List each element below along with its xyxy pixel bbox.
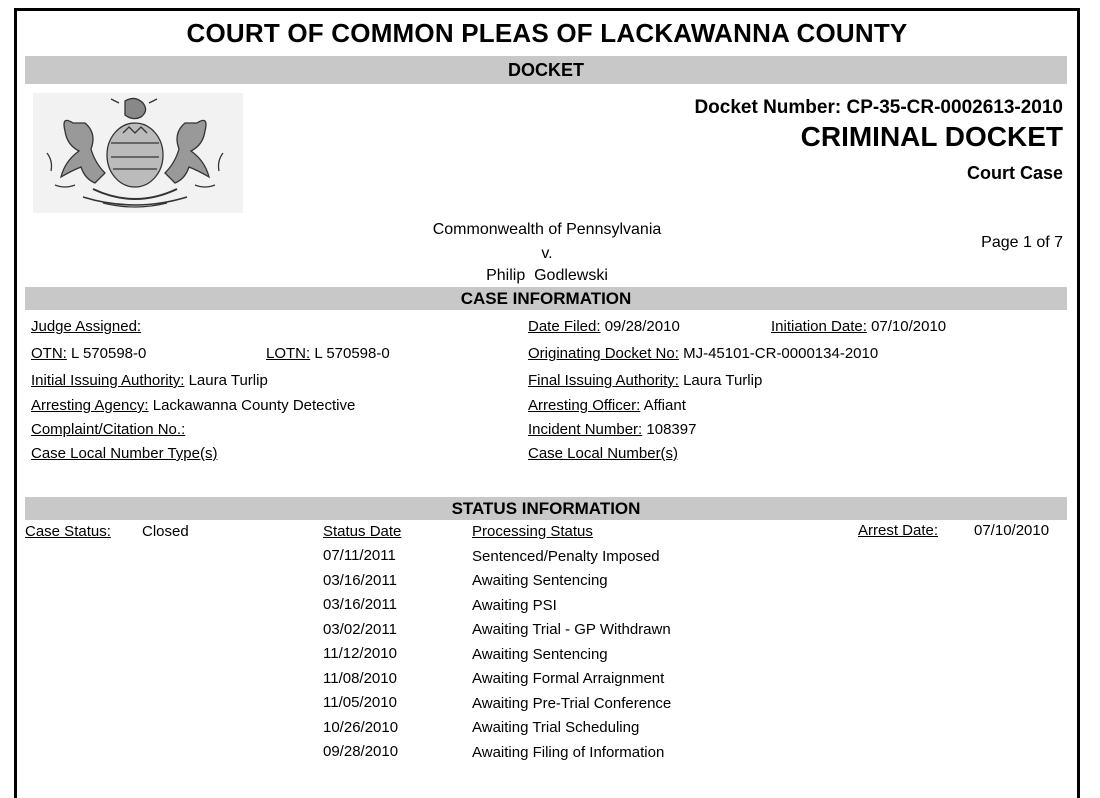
defendant: Philip Godlewski — [486, 267, 608, 284]
status-row-status: Sentenced/Penalty Imposed — [472, 548, 660, 565]
case-local-number-type-label: Case Local Number Type(s) — [31, 445, 218, 462]
docket-type: CRIMINAL DOCKET — [800, 121, 1063, 152]
page-indicator: Page 1 of 7 — [981, 234, 1063, 251]
versus-label: v. — [541, 245, 553, 262]
initial-issuing-authority-label: Initial Issuing Authority: — [31, 372, 185, 389]
status-row-status: Awaiting Trial Scheduling — [472, 719, 640, 736]
court-title: COURT OF COMMON PLEAS OF LACKAWANNA COUNTY — [186, 18, 908, 48]
originating-docket-label: Originating Docket No: — [528, 345, 679, 362]
status-row-status: Awaiting PSI — [472, 597, 557, 614]
status-row-status: Awaiting Filing of Information — [472, 744, 665, 761]
case-status-value: Closed — [142, 523, 189, 540]
status-row-status: Awaiting Sentencing — [472, 572, 608, 589]
otn-value: L 570598-0 — [71, 345, 147, 362]
status-row-status: Awaiting Formal Arraignment — [472, 670, 665, 687]
status-row-status: Awaiting Pre-Trial Conference — [472, 695, 672, 712]
status-row-status: Awaiting Trial - GP Withdrawn — [472, 621, 671, 638]
status-row-date: 10/26/2010 — [323, 719, 399, 736]
initiation-date-value: 07/10/2010 — [871, 318, 947, 335]
status-row-date: 03/16/2011 — [323, 572, 397, 589]
initial-issuing-authority-value: Laura Turlip — [188, 372, 268, 389]
arresting-officer-field — [528, 397, 686, 414]
status-row-date: 11/12/2010 — [323, 645, 397, 662]
initial-issuing-authority-field — [31, 372, 268, 389]
status-information-header: STATUS INFORMATION — [25, 497, 1067, 520]
arresting-agency-label: Arresting Agency: — [31, 397, 149, 414]
arresting-officer-value: Affiant — [643, 397, 686, 414]
case-local-number-label: Case Local Number(s) — [528, 445, 679, 462]
arresting-officer-label: Arresting Officer: — [528, 397, 641, 414]
final-issuing-authority-field — [528, 372, 762, 389]
initiation-date-field — [771, 318, 946, 335]
incident-number-field — [528, 421, 696, 438]
status-date-header: Status Date — [323, 523, 402, 540]
lotn-value: L 570598-0 — [314, 345, 390, 362]
judge-assigned-field — [31, 318, 141, 335]
plaintiff: Commonwealth of Pennsylvania — [432, 221, 662, 238]
incident-number-label: Incident Number: — [528, 421, 643, 438]
initiation-date-label: Initiation Date: — [771, 318, 867, 335]
date-filed-label: Date Filed: — [528, 318, 601, 335]
status-row-date: 11/08/2010 — [323, 670, 397, 687]
status-row-date: 03/02/2011 — [323, 621, 397, 638]
pennsylvania-seal-icon — [33, 93, 243, 213]
case-local-number-type-field — [31, 445, 217, 462]
status-row-status: Awaiting Sentencing — [472, 646, 608, 663]
final-issuing-authority-label: Final Issuing Authority: — [528, 372, 679, 389]
originating-docket-field — [528, 345, 878, 362]
final-issuing-authority-value: Laura Turlip — [683, 372, 763, 389]
lotn-label: LOTN: — [266, 345, 311, 362]
date-filed-value: 09/28/2010 — [604, 318, 680, 335]
complaint-citation-label: Complaint/Citation No.: — [31, 421, 186, 438]
docket-page — [14, 8, 1080, 798]
arresting-agency-field — [31, 397, 355, 414]
status-row-date: 09/28/2010 — [323, 743, 399, 760]
arrest-date-value: 07/10/2010 — [974, 522, 1050, 539]
status-row-date: 11/05/2010 — [323, 694, 397, 711]
date-filed-field — [528, 318, 680, 335]
case-type: Court Case — [966, 163, 1063, 183]
case-local-number-field — [528, 445, 678, 462]
otn-label: OTN: — [31, 345, 67, 362]
complaint-citation-field — [31, 421, 185, 438]
processing-status-header: Processing Status — [472, 523, 593, 540]
status-row-date: 07/11/2011 — [323, 547, 396, 564]
lotn-field — [266, 345, 390, 362]
case-status-label: Case Status: — [25, 523, 111, 540]
otn-field — [31, 345, 146, 362]
status-row-date: 03/16/2011 — [323, 596, 397, 613]
arrest-date-label: Arrest Date: — [858, 522, 939, 539]
arresting-agency-value: Lackawanna County Detective — [152, 397, 356, 414]
case-information-header: CASE INFORMATION — [25, 287, 1067, 310]
incident-number-value: 108397 — [646, 421, 697, 438]
judge-assigned-label: Judge Assigned: — [31, 318, 142, 335]
originating-docket-value: MJ-45101-CR-0000134-2010 — [683, 345, 879, 362]
docket-number: Docket Number: CP-35-CR-0002613-2010 — [694, 97, 1063, 118]
docket-band: DOCKET — [25, 56, 1067, 84]
